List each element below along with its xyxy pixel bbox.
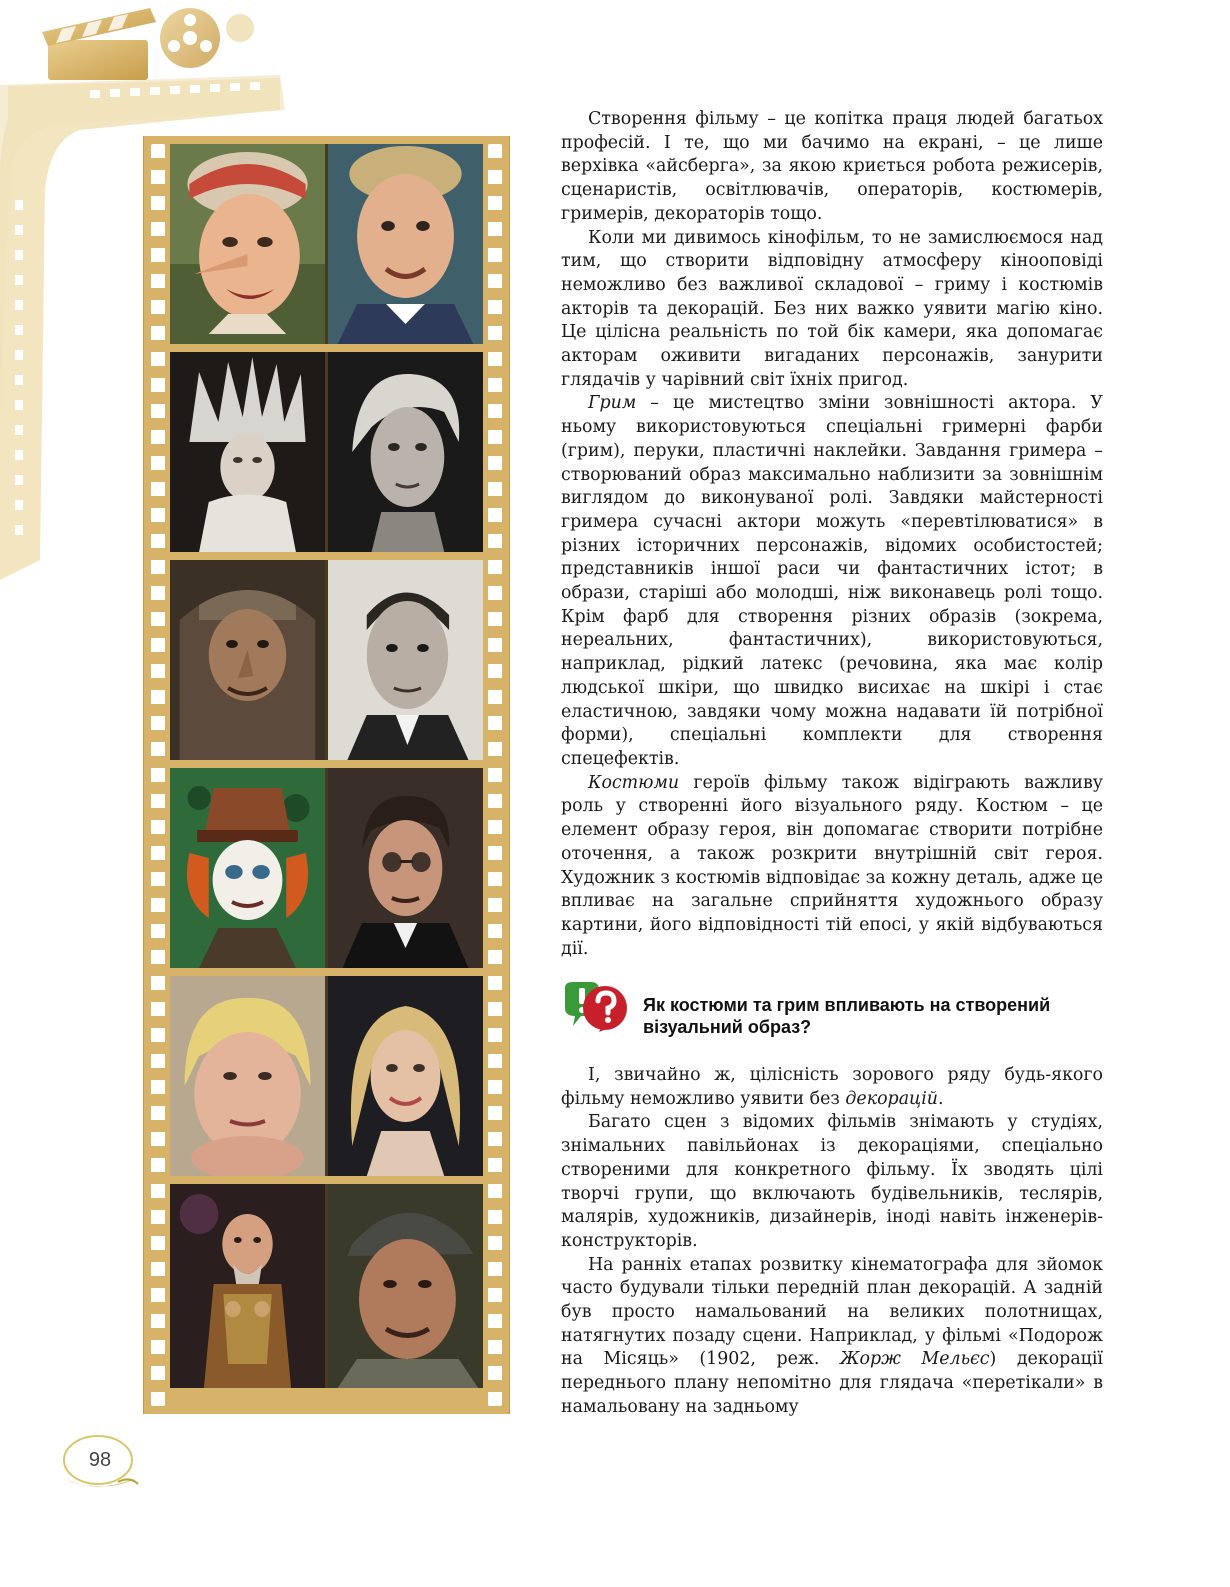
main-text (561, 108, 1103, 961)
fat-suit-makeup-photo (170, 976, 325, 1176)
baba-yaga-makeup-photo (170, 560, 325, 760)
paragraph-crew: Створення фільму – це копітка праця людей багатьох професій. І те, що ми бачимо на екрані, – це лише верхівка «айсберга», за якою криється робота режисерів, сценаристів, освітлювачів, операторів, костюмерів, гримерів, декораторів тощо. (561, 109, 1103, 224)
stage-costume-photo (170, 1184, 325, 1388)
paragraph-costumes (561, 772, 1103, 962)
question-block (561, 982, 1106, 1040)
film-sprocket-holes-left (151, 144, 165, 1406)
filmstrip-gallery (143, 136, 510, 1414)
paragraph-early-cinema (561, 1254, 1103, 1420)
blonde-actress-photo (328, 976, 483, 1176)
paragraph-early-cinema-end: ) декорації переднього плану непомітно для глядача «перетікали» в намальовану на задньому (561, 1349, 1103, 1417)
page-number-badge (58, 1430, 142, 1494)
paragraph-decorations-end: . (937, 1088, 944, 1109)
photo-row-1 (170, 144, 483, 344)
question-text: Як костюми та грим впливають на створений візуальний образ? (643, 995, 1051, 1037)
actress-portrait-photo (328, 352, 483, 552)
film-sprocket-holes-right (488, 144, 502, 1406)
snow-queen-makeup-photo (170, 352, 325, 552)
term-makeup: Грим (588, 393, 637, 414)
photo-row-2 (170, 352, 483, 552)
paragraph-costumes-text: героїв фільму також відіграють важливу роль у створенні його візуального ряду. Костюм – це елемент образу героя, він допомагає створити потрібне оточення, а також розкрити внутрішній світ героя. Художник з костюмів відповідає за кожну деталь, адже це впливає на загальне сприйняття художнього образу картини, його відповідності тій епосі, у якій відбуваються дії. (561, 772, 1103, 959)
pinocchio-makeup-photo (170, 144, 325, 344)
actor-portrait-photo (328, 560, 483, 760)
term-costumes: Костюми (588, 772, 680, 793)
paragraph-makeup-text: – це мистецтво зміни зовнішності актора. У ньому використовуються спеціальні гримерні фарби (грим), перуки, пластичні наклейки. Завдання гримера – створюваний образ максимально наблизити за зовнішнім виглядом до виконуваної ролі. Завдяки майстерності гримера сучасні актори можуть «перевтілюватися» в різних історичних персонажів, відомих особистостей; представників іншої раси чи фантастичних істот; в образи, старіші або молодші, ніж виконавець ролі тощо. Крім фарб для створення різних образів (зокрема, нереальних, фантастичних), використовуються, наприклад, рідкий латекс (речовина, яка має колір людської шкіри, що швидко висихає на шкірі і стає еластичною, завдяки чому можна надавати їй потрібної форми), спеціальні комплекти для створення спецефектів. (561, 393, 1103, 769)
paragraph-decorations (561, 1064, 1103, 1111)
main-text-continued (561, 1064, 1103, 1420)
term-decorations: декорацій (845, 1088, 938, 1109)
photo-row-3 (170, 560, 483, 760)
page-number: 98 (88, 1449, 112, 1471)
boy-actor-photo (328, 144, 483, 344)
term-director-name: Жорж Мельєс (839, 1349, 990, 1370)
question-exclamation-icon (561, 982, 635, 1036)
paragraph-decorations-text: І, звичайно ж, цілісність зорового ряду будь-якого фільму неможливо уявити без (561, 1065, 1103, 1109)
paragraph-early-cinema-text: На ранніх етапах розвитку кінематографа для зйомок часто будували тільки передній план декорацій. А задній був просто намальований на великих полотнищах, натягнутих позаду сцени. Наприклад, у фільмі «Подорож на Місяць» (1902, реж. (561, 1254, 1103, 1370)
actor-in-cap-photo (328, 1184, 483, 1388)
mad-hatter-makeup-photo (170, 768, 325, 968)
photo-row-6 (170, 1184, 483, 1388)
actor-with-glasses-photo (328, 768, 483, 968)
paragraph-makeup (561, 392, 1103, 771)
photo-row-5 (170, 976, 483, 1176)
paragraph-studios: Багато сцен з відомих фільмів знімають у студіях, знімальних павільйонах із декораціями, спеціально створеними для конкретного фільму. Їх зводять цілі творчі групи, що включають будівельників, теслярів, малярів, художників, дизайнерів, іноді навіть інженерів-конструкторів. (561, 1112, 1103, 1251)
photo-row-4 (170, 768, 483, 968)
paragraph-atmosphere: Коли ми дивимось кінофільм, то не замислюємося над тим, що створити відповідну атмосферу кінооповіді неможливо без важливої складової – гриму і костюмів акторів та декорацій. Без них важко уявити магію кіно. Це цілісна реальність по той бік камери, яка допомагає акторам оживити вигаданих персонажів, занурити глядачів у чарівний світ їхніх пригод. (561, 227, 1103, 390)
